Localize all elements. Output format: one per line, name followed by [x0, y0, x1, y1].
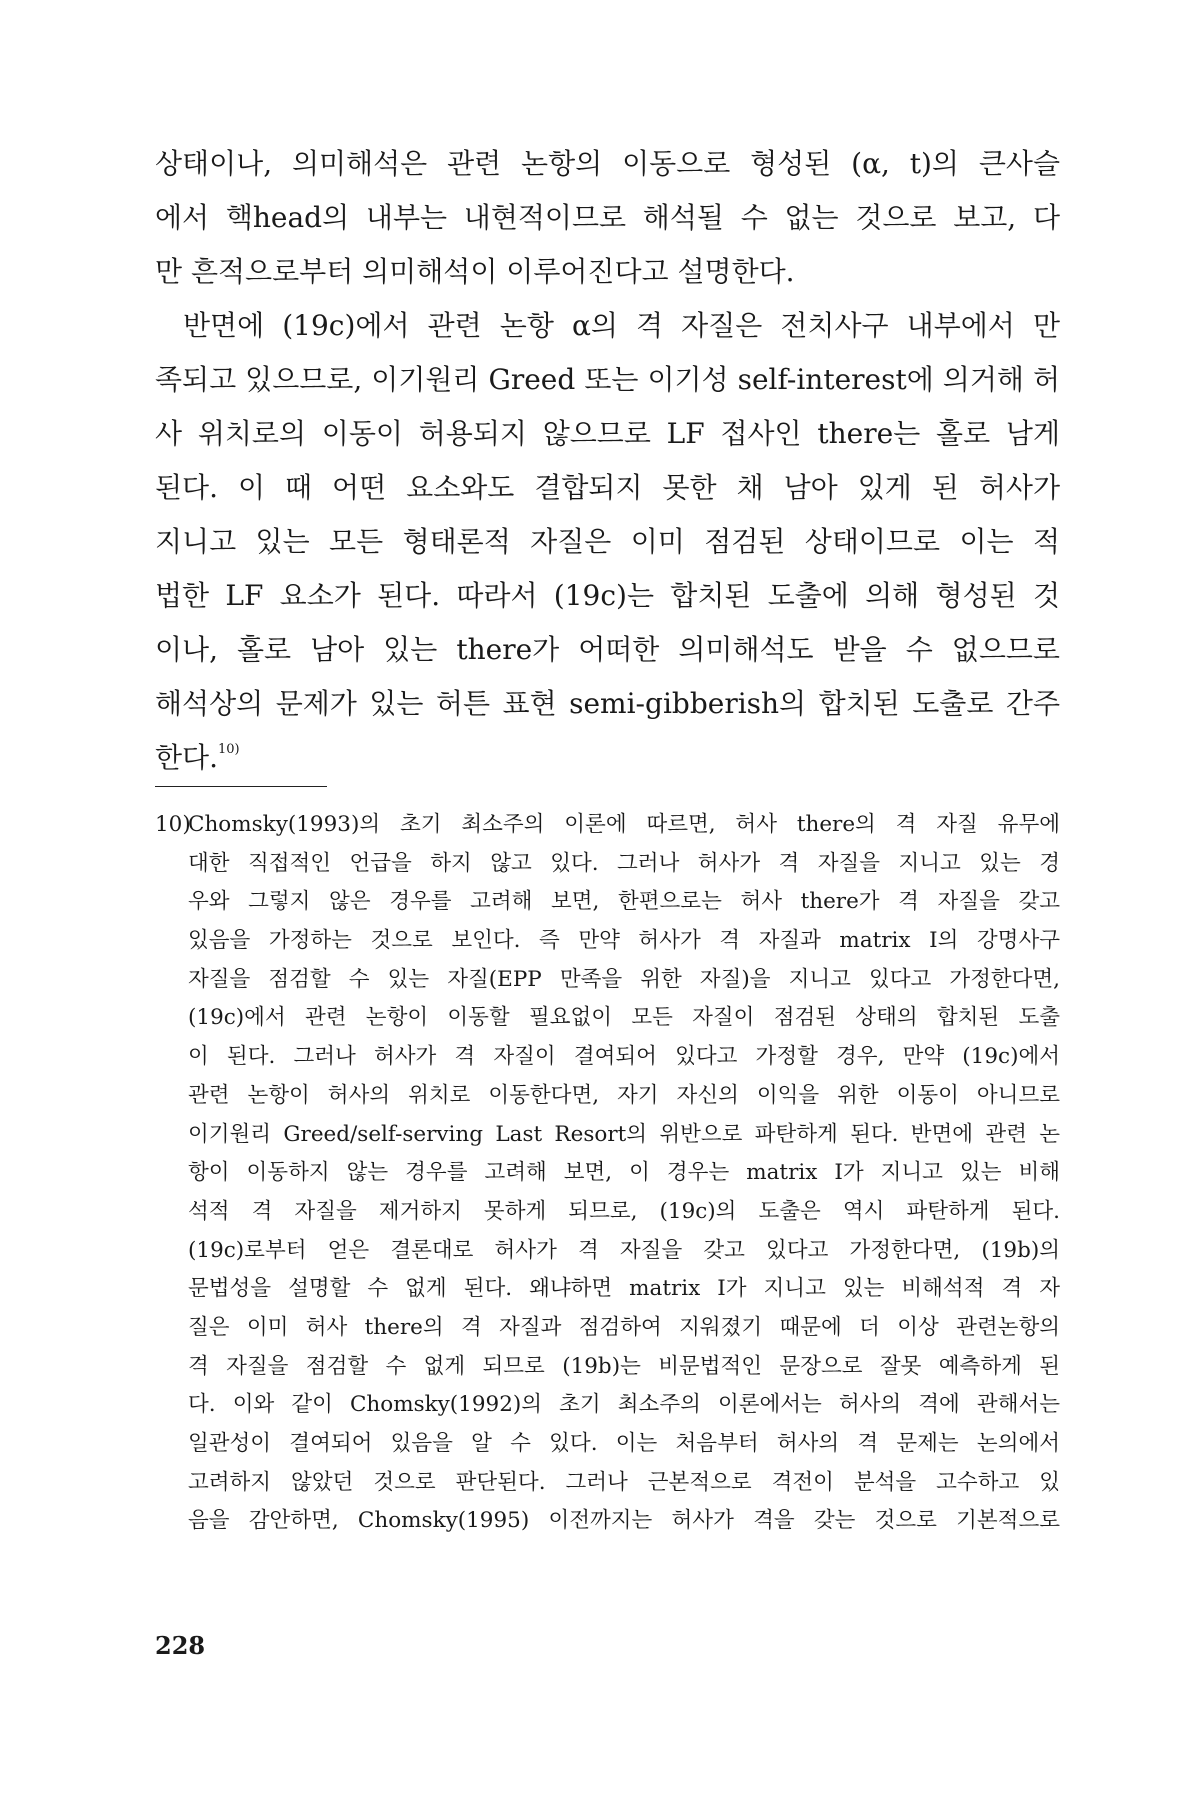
body-line: 만 흔적으로부터 의미해석이 이루어진다고 설명한다. [155, 255, 795, 288]
footnote-line: 고려하지 않았던 것으로 판단된다. 그러나 근본적으로 격전이 분석을 고수하고 있 [188, 1469, 1060, 1495]
page-number: 228 [155, 1631, 206, 1660]
footnote-line: 음을 감안하면, Chomsky(1995) 이전까지는 허사가 격을 갖는 것으로 기본적으로 [188, 1508, 1060, 1534]
footnote-line: 이기원리 Greed/self-serving Last Resort의 위반으로 파탄하게 된다. 반면에 관련 논 [188, 1121, 1060, 1147]
footnote-line: 일관성이 결여되어 있음을 알 수 있다. 이는 처음부터 허사의 격 문제는 논의에서 [188, 1431, 1060, 1456]
footnote-line: 이 된다. 그러나 허사가 격 자질이 결여되어 있다고 가정할 경우, 만약 (19c)에서 [188, 1044, 1060, 1070]
footnote-line [155, 806, 1060, 845]
footnote-line: 대한 직접적인 언급을 하지 않고 있다. 그러나 허사가 격 자질을 지니고 있는 경 [188, 850, 1060, 876]
footnote-line: 있음을 가정하는 것으로 보인다. 즉 만약 허사가 격 자질과 matrix I의 강명사구 [188, 928, 1060, 954]
body-paragraphs [155, 137, 1060, 785]
footnote-line-text: Chomsky(1993)의 초기 최소주의 이론에 따르면, 허사 there의 격 자질 유무에 [188, 812, 1060, 837]
body-line: 사 위치로의 이동이 허용되지 않으므로 LF 접사인 there는 홀로 남게 [155, 417, 1060, 450]
body-line-last [155, 731, 1060, 785]
body-line: 족되고 있으므로, 이기원리 Greed 또는 이기성 self-interest에 의거해 허 [155, 363, 1060, 396]
footnote-separator-rule [155, 786, 327, 787]
body-line: 해석상의 문제가 있는 허튼 표현 semi-gibberish의 합치된 도출로 간주 [155, 687, 1060, 720]
footnote-reference: 10) [218, 742, 240, 757]
footnote-line: 격 자질을 점검할 수 없게 되므로 (19b)는 비문법적인 문장으로 잘못 예측하게 된 [188, 1353, 1060, 1379]
footnote-10 [155, 806, 1060, 1541]
body-line: 상태이나, 의미해석은 관련 논항의 이동으로 형성된 (α, t)의 큰사슬 [155, 147, 1060, 180]
footnote-line: 석적 격 자질을 제거하지 못하게 되므로, (19c)의 도출은 역시 파탄하게 된다. [188, 1198, 1060, 1224]
body-line: 반면에 (19c)에서 관련 논항 α의 격 자질은 전치사구 내부에서 만 [183, 309, 1060, 342]
body-line: 지니고 있는 모든 형태론적 자질은 이미 점검된 상태이므로 이는 적 [155, 525, 1060, 558]
footnote-line: 질은 이미 허사 there의 격 자질과 점검하여 지워졌기 때문에 더 이상 관련논항의 [188, 1314, 1060, 1340]
footnote-line: (19c)로부터 얻은 결론대로 허사가 격 자질을 갖고 있다고 가정한다면, (19b)의 [188, 1237, 1060, 1263]
footnote-line: 관련 논항이 허사의 위치로 이동한다면, 자기 자신의 이익을 위한 이동이 아니므로 [188, 1082, 1060, 1108]
body-line: 에서 핵head의 내부는 내현적이므로 해석될 수 없는 것으로 보고, 다 [155, 201, 1060, 234]
body-line: 법한 LF 요소가 된다. 따라서 (19c)는 합치된 도출에 의해 형성된 것 [155, 579, 1060, 612]
footnote-number: 10) [155, 812, 191, 837]
footnote-line: 자질을 점검할 수 있는 자질(EPP 만족을 위한 자질)을 지니고 있다고 가정한다면, [188, 966, 1060, 992]
footnote-line: 우와 그렇지 않은 경우를 고려해 보면, 한편으로는 허사 there가 격 자질을 갖고 [188, 889, 1060, 915]
body-line: 된다. 이 때 어떤 요소와도 결합되지 못한 채 남아 있게 된 허사가 [155, 471, 1060, 504]
body-line-text: 한다. [155, 741, 218, 774]
footnote-line: (19c)에서 관련 논항이 이동할 필요없이 모든 자질이 점검된 상태의 합치된 도출 [188, 1005, 1060, 1031]
footnote-line: 다. 이와 같이 Chomsky(1992)의 초기 최소주의 이론에서는 허사의 격에 관해서는 [188, 1392, 1060, 1418]
body-line: 이나, 홀로 남아 있는 there가 어떠한 의미해석도 받을 수 없으므로 [155, 633, 1060, 666]
footnote-line: 문법성을 설명할 수 없게 된다. 왜냐하면 matrix I가 지니고 있는 비해석적 격 자 [188, 1276, 1060, 1302]
footnote-line: 항이 이동하지 않는 경우를 고려해 보면, 이 경우는 matrix I가 지니고 있는 비해 [188, 1160, 1060, 1186]
